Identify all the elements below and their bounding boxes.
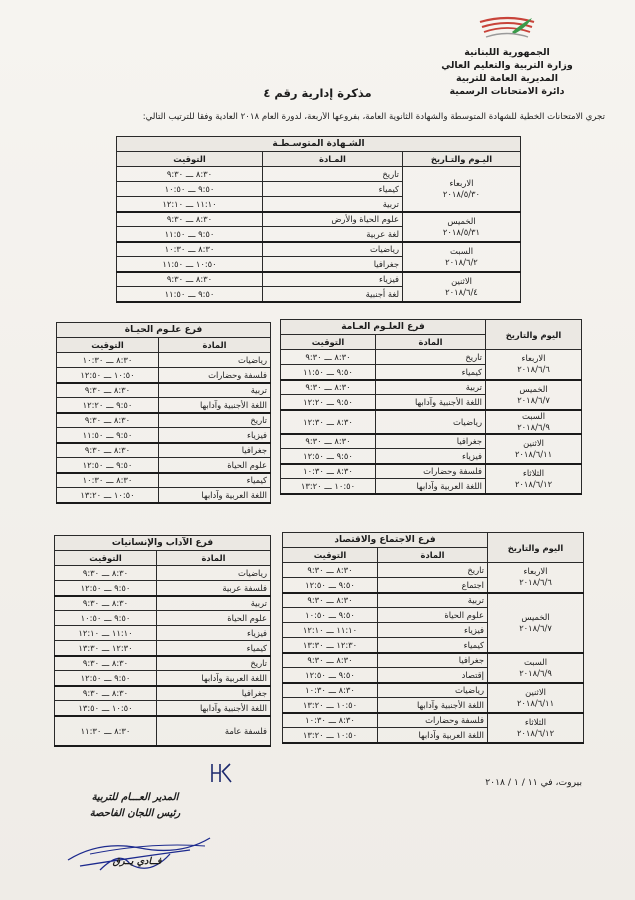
day-date: ٢٠١٨/٦/٩ (519, 667, 552, 678)
table-row (55, 611, 271, 626)
day-date: ٢٠١٨/٦/١١ (516, 697, 555, 708)
signer-title: رئيس اللجان الفاحصة (89, 808, 181, 819)
subject-cell: اللغة العربية وآدابها (157, 671, 271, 686)
subject-cell: رياضيات (378, 683, 488, 698)
memo-intro: تجري الامتحانات الخطية للشهادة المتوسطة والشهادة الثانوية العامة، بفروعها الأربعة، لدورة العام ٢٠١٨ العادية وفقاً للترتيب التالي: (142, 112, 605, 122)
time-cell: ٩:٥٠ ـــ ١٠:٥٠ (283, 608, 378, 623)
table-caption: فرع الآداب والإنسانيات (55, 536, 271, 551)
subject-cell: فلسفة وحضارات (159, 368, 271, 383)
subject-cell: تاريخ (376, 350, 486, 365)
time-cell: ١٢:٣٠ ـــ ١٣:٣٠ (283, 638, 378, 653)
table-row (117, 212, 521, 227)
subject-cell: لغة عربية (263, 227, 403, 242)
time-cell: ٩:٥٠ ـــ ١١:٥٠ (281, 365, 376, 380)
table-row (117, 167, 521, 182)
table-row (283, 653, 584, 668)
column-header-time: التوقيت (117, 152, 263, 167)
table-row (57, 443, 271, 458)
subject-cell: اللغة العربية وآدابها (159, 488, 271, 503)
subject-cell: كيمياء (378, 638, 488, 653)
table-corner-cell: اليوم والتاريخ (488, 533, 584, 563)
table-row (57, 428, 271, 443)
day-date: ٢٠١٨/٦/١٢ (516, 727, 555, 738)
time-cell: ٨:٣٠ ـــ ١١:٣٠ (55, 716, 157, 746)
time-cell: ٨:٣٠ ـــ ١٠:٣٠ (57, 353, 159, 368)
subject-cell: إقتصاد (378, 668, 488, 683)
subject-cell: جغرافيا (378, 653, 488, 668)
subject-cell: فيزياء (157, 626, 271, 641)
table-row (117, 272, 521, 287)
day-date-cell (488, 713, 584, 743)
time-cell: ١٠:٥٠ ـــ ١١:٥٠ (117, 257, 263, 272)
table-row (57, 383, 271, 398)
table-row (117, 242, 521, 257)
time-cell: ٨:٣٠ ـــ ١٠:٣٠ (57, 473, 159, 488)
time-cell: ٨:٣٠ ـــ ٩:٣٠ (283, 653, 378, 668)
general-sciences-table (280, 319, 582, 495)
time-cell: ٩:٥٠ ـــ ١٢:٥٠ (57, 458, 159, 473)
table-row (55, 686, 271, 701)
table-row (57, 353, 271, 368)
subject-cell: فيزياء (159, 428, 271, 443)
time-cell: ٨:٣٠ ـــ ٩:٣٠ (117, 167, 263, 182)
subject-cell: تاريخ (159, 413, 271, 428)
time-cell: ٨:٣٠ ـــ ٩:٣٠ (117, 212, 263, 227)
day-date-cell (488, 653, 584, 683)
day-date-cell (486, 434, 582, 464)
life-sciences-table (56, 322, 271, 504)
day-date: ٢٠١٨/٦/٧ (517, 394, 550, 405)
subject-cell: جغرافيا (263, 257, 403, 272)
subject-cell: كيمياء (263, 182, 403, 197)
subject-cell: رياضيات (157, 566, 271, 581)
subject-cell: اجتماع (378, 578, 488, 593)
table-row (55, 656, 271, 671)
day-date: ٢٠١٨/٦/٧ (519, 622, 552, 633)
time-cell: ١٢:٣٠ ـــ ١٣:٣٠ (55, 641, 157, 656)
initials-mark-icon (206, 760, 236, 790)
time-cell: ١٠:٥٠ ـــ ١٣:٢٠ (281, 479, 376, 494)
day-date: ٢٠١٨/٦/١١ (514, 448, 553, 459)
table-row (57, 368, 271, 383)
day-date: ٢٠١٨/٥/٣٠ (442, 188, 481, 199)
column-header-time: التوقيت (55, 551, 157, 566)
day-name: الخميس (521, 611, 550, 622)
signer-name: فــادي يــرق (112, 856, 162, 867)
time-cell: ٨:٣٠ ـــ ٩:٣٠ (57, 383, 159, 398)
day-name: الاثنين (525, 686, 546, 697)
subject-cell: فيزياء (263, 272, 403, 287)
subject-cell: فيزياء (376, 449, 486, 464)
table-row (281, 350, 582, 365)
time-cell: ٨:٣٠ ـــ ٩:٣٠ (55, 656, 157, 671)
subject-cell: اللغة العربية وآدابها (376, 479, 486, 494)
day-date: ٢٠١٨/٦/١٢ (514, 478, 553, 489)
day-date-cell (403, 167, 521, 212)
table-corner-cell: اليوم والتاريخ (486, 320, 582, 350)
day-name: الاربعاء (449, 177, 474, 188)
time-cell: ١١:١٠ ـــ ١٢:١٠ (55, 626, 157, 641)
brevet-schedule-table (116, 136, 521, 303)
time-cell: ٨:٣٠ ـــ ٩:٣٠ (281, 350, 376, 365)
day-name: الاثنين (523, 437, 544, 448)
time-cell: ٨:٣٠ ـــ ٩:٣٠ (55, 686, 157, 701)
subject-cell: رياضيات (376, 410, 486, 434)
table-row (57, 398, 271, 413)
subject-cell: جغرافيا (159, 443, 271, 458)
column-header-subject: المادة (376, 335, 486, 350)
header-line: الجمهورية اللبنانية (464, 47, 550, 58)
day-name: السبت (449, 245, 474, 256)
subject-cell: رياضيات (159, 353, 271, 368)
time-cell: ١١:١٠ ـــ ١٢:١٠ (283, 623, 378, 638)
time-cell: ٩:٥٠ ـــ ١٢:٢٠ (281, 395, 376, 410)
day-date: ٢٠١٨/٥/٣١ (442, 226, 481, 237)
time-cell: ٨:٣٠ ـــ ٩:٣٠ (283, 563, 378, 578)
memo-title: مذكرة إدارية رقم ٤ (263, 86, 372, 100)
table-row (281, 410, 582, 434)
subject-cell: تربية (378, 593, 488, 608)
table-row (283, 593, 584, 608)
column-header-time: التوقيت (57, 338, 159, 353)
time-cell: ٨:٣٠ ـــ ٩:٣٠ (55, 596, 157, 611)
time-cell: ٨:٣٠ ـــ ١٠:٣٠ (283, 683, 378, 698)
time-cell: ١٠:٥٠ ـــ ١٣:٢٠ (57, 488, 159, 503)
day-date-cell (403, 242, 521, 272)
subject-cell: علوم الحياة (159, 458, 271, 473)
table-caption: الشـهادة المتوسـطـة (117, 137, 521, 152)
subject-cell: فيزياء (378, 623, 488, 638)
day-date-cell (486, 410, 582, 434)
subject-cell: تربية (263, 197, 403, 212)
day-date: ٢٠١٨/٦/٢ (445, 256, 478, 267)
time-cell: ٩:٥٠ ـــ ١٠:٥٠ (117, 182, 263, 197)
subject-cell: كيمياء (159, 473, 271, 488)
time-cell: ٩:٥٠ ـــ ١٢:٥٠ (281, 449, 376, 464)
table-row (55, 641, 271, 656)
subject-cell: لغة أجنبية (263, 287, 403, 302)
day-name: الثلاثاء (524, 716, 547, 727)
socio-economics-table (282, 532, 584, 744)
table-caption: فرع العلـوم العـامة (281, 320, 486, 335)
day-date-cell (486, 350, 582, 380)
handwritten-signature-icon (60, 820, 220, 880)
subject-cell: اللغة الأجنبية وآدابها (378, 698, 488, 713)
column-header-subject: المادة (157, 551, 271, 566)
time-cell: ٩:٥٠ ـــ ١٢:٥٠ (55, 581, 157, 596)
day-date-cell (486, 380, 582, 410)
subject-cell: اللغة الأجنبية وآدابها (157, 701, 271, 716)
time-cell: ١٠:٥٠ ـــ ١٣:٢٠ (283, 698, 378, 713)
subject-cell: رياضيات (263, 242, 403, 257)
subject-cell: تاريخ (157, 656, 271, 671)
header-line: وزارة التربية والتعليم العالي (441, 60, 573, 71)
day-name: الثلاثاء (522, 467, 545, 478)
time-cell: ٩:٥٠ ـــ ١٢:٢٠ (57, 398, 159, 413)
column-header-time: التوقيت (283, 548, 378, 563)
day-name: الاثنين (451, 275, 472, 286)
time-cell: ٩:٥٠ ـــ ١٢:٥٠ (283, 668, 378, 683)
time-cell: ٨:٣٠ ـــ ٩:٣٠ (281, 380, 376, 395)
day-date: ٢٠١٨/٦/٦ (519, 577, 552, 588)
day-name: الخميس (447, 215, 476, 226)
subject-cell: فلسفة وحضارات (376, 464, 486, 479)
time-cell: ٩:٥٠ ـــ ١٢:٥٠ (55, 671, 157, 686)
humanities-table (54, 535, 271, 747)
time-cell: ٨:٣٠ ـــ ٩:٣٠ (117, 272, 263, 287)
table-row (55, 566, 271, 581)
column-header-subject: المـادة (263, 152, 403, 167)
time-cell: ٩:٥٠ ـــ ١٠:٥٠ (55, 611, 157, 626)
table-row (55, 671, 271, 686)
table-row (55, 596, 271, 611)
time-cell: ٨:٣٠ ـــ ٩:٣٠ (55, 566, 157, 581)
column-header-day: اليـوم والتـاريخ (403, 152, 521, 167)
subject-cell: تربية (376, 380, 486, 395)
time-cell: ٩:٥٠ ـــ ١١:٥٠ (117, 287, 263, 302)
signer-titles (60, 790, 210, 822)
time-cell: ٩:٥٠ ـــ ١١:٥٠ (57, 428, 159, 443)
ministry-logo-icon (472, 14, 542, 44)
column-header-subject: المادة (378, 548, 488, 563)
time-cell: ١١:١٠ ـــ ١٢:١٠ (117, 197, 263, 212)
subject-cell: علوم الحياة والأرض (263, 212, 403, 227)
day-name: الاربعاء (521, 353, 546, 364)
subject-cell: جغرافيا (157, 686, 271, 701)
time-cell: ١٠:٥٠ ـــ ١٣:٢٠ (283, 728, 378, 743)
time-cell: ٨:٣٠ ـــ ٩:٣٠ (281, 434, 376, 449)
table-caption: فرع الاجتماع والاقتصاد (283, 533, 488, 548)
day-date: ٢٠١٨/٦/٦ (517, 364, 550, 375)
subject-cell: كيمياء (157, 641, 271, 656)
header-line: المديرية العامة للتربية (456, 73, 558, 84)
header-line: دائرة الامتحانات الرسمية (449, 86, 565, 97)
subject-cell: فلسفة عامة (157, 716, 271, 746)
subject-cell: تربية (157, 596, 271, 611)
table-row (283, 683, 584, 698)
table-row (55, 581, 271, 596)
time-cell: ١٠:٥٠ ـــ ١٣:٥٠ (55, 701, 157, 716)
subject-cell: علوم الحياة (157, 611, 271, 626)
time-cell: ٩:٥٠ ـــ ١٢:٥٠ (283, 578, 378, 593)
day-date-cell (403, 212, 521, 242)
table-row (283, 713, 584, 728)
table-row (283, 563, 584, 578)
day-date-cell (488, 593, 584, 653)
subject-cell: تاريخ (378, 563, 488, 578)
table-row (57, 413, 271, 428)
time-cell: ٨:٣٠ ـــ ١٠:٣٠ (281, 464, 376, 479)
time-cell: ٨:٣٠ ـــ ١٠:٣٠ (117, 242, 263, 257)
table-row (57, 488, 271, 503)
signer-title: المدير العـــام للتربية (91, 792, 179, 803)
time-cell: ٨:٣٠ ـــ ٩:٣٠ (57, 443, 159, 458)
subject-cell: علوم الحياة (378, 608, 488, 623)
table-row (281, 380, 582, 395)
table-row (57, 458, 271, 473)
time-cell: ٨:٣٠ ـــ ٩:٣٠ (57, 413, 159, 428)
day-date-cell (488, 563, 584, 593)
subject-cell: تربية (159, 383, 271, 398)
table-row (281, 464, 582, 479)
day-name: السبت (523, 656, 548, 667)
day-date-cell (486, 464, 582, 494)
subject-cell: تاريخ (263, 167, 403, 182)
time-cell: ٨:٣٠ ـــ ٩:٣٠ (283, 593, 378, 608)
table-caption: فرع علـوم الحيـاة (57, 323, 271, 338)
day-date-cell (403, 272, 521, 302)
day-name: الاربعاء (523, 566, 548, 577)
table-row (55, 701, 271, 716)
subject-cell: كيمياء (376, 365, 486, 380)
table-row (281, 434, 582, 449)
time-cell: ٨:٣٠ ـــ ١٢:٣٠ (281, 410, 376, 434)
subject-cell: اللغة الأجنبية وآدابها (376, 395, 486, 410)
subject-cell: فلسفة عربية (157, 581, 271, 596)
subject-cell: اللغة العربية وآدابها (378, 728, 488, 743)
column-header-time: التوقيت (281, 335, 376, 350)
subject-cell: اللغة الأجنبية وآدابها (159, 398, 271, 413)
time-cell: ٨:٣٠ ـــ ١٠:٣٠ (283, 713, 378, 728)
day-date: ٢٠١٨/٦/٤ (445, 286, 478, 297)
day-date: ٢٠١٨/٦/٩ (517, 421, 550, 432)
day-name: الخميس (519, 383, 548, 394)
document-date: بيروت، في ١١ / ١ / ٢٠١٨ (485, 777, 582, 788)
time-cell: ١٠:٥٠ ـــ ١٢:٥٠ (57, 368, 159, 383)
table-row (57, 473, 271, 488)
table-row (55, 716, 271, 746)
column-header-subject: المادة (159, 338, 271, 353)
subject-cell: جغرافيا (376, 434, 486, 449)
day-name: السبت (521, 410, 546, 421)
day-date-cell (488, 683, 584, 713)
table-row (55, 626, 271, 641)
time-cell: ٩:٥٠ ـــ ١١:٥٠ (117, 227, 263, 242)
subject-cell: فلسفة وحضارات (378, 713, 488, 728)
